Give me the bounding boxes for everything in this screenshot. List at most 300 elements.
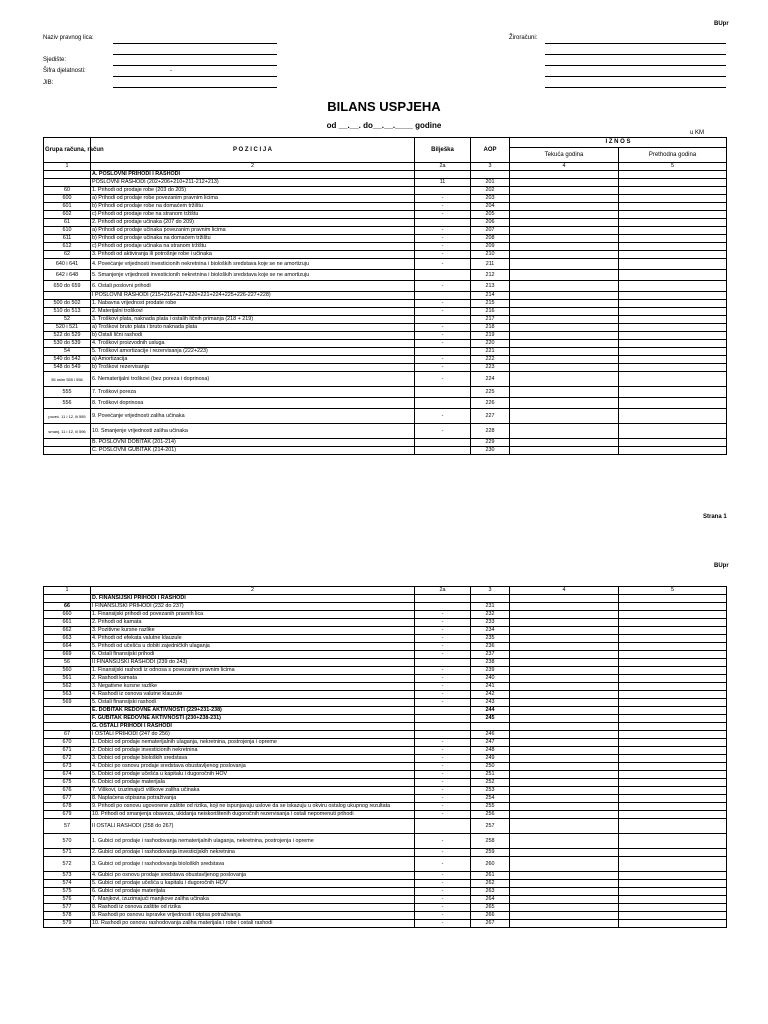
pozicija-cell: a) Amortizacija: [91, 356, 415, 364]
pozicija-cell: C. POSLOVNI GUBITAK (214-201): [91, 447, 415, 455]
sjediste-field[interactable]: [113, 65, 277, 66]
table-row: [44, 627, 727, 635]
tekuca-input[interactable]: [510, 834, 619, 849]
aop-cell: 204: [471, 203, 510, 211]
prethodna-input[interactable]: [619, 372, 727, 387]
aop-cell: 213: [471, 281, 510, 292]
table-row: [44, 300, 727, 308]
pozicija-cell: 8. Rashodi iz osnova zaštite od rizika: [91, 904, 415, 912]
biljeska-cell: -: [415, 872, 471, 880]
tekuca-input[interactable]: [510, 880, 619, 888]
ziro-field-1[interactable]: [545, 43, 726, 44]
pozicija-cell: 1. Prihodi od prodaje robe (203 do 205): [91, 187, 415, 195]
table-row: [44, 811, 727, 819]
aop-cell: 230: [471, 447, 510, 455]
table-row: [44, 787, 727, 795]
pozicija-cell: 6. Nematerijalni troškovi (bez poreza i doprinosa): [91, 372, 415, 387]
grupa-cell: 674: [44, 771, 91, 779]
biljeska-cell: -: [415, 203, 471, 211]
tekuca-input[interactable]: [510, 195, 619, 203]
prethodna-input[interactable]: [619, 387, 727, 398]
table-row: [44, 348, 727, 356]
aop-cell: 217: [471, 316, 510, 324]
prethodna-input[interactable]: [619, 834, 727, 849]
grupa-cell: 530 do 539: [44, 340, 91, 348]
prethodna-input[interactable]: [619, 880, 727, 888]
tekuca-input[interactable]: [510, 439, 619, 447]
tekuca-input[interactable]: [510, 387, 619, 398]
pozicija-cell: 6. Ostali finansijski prihodi: [91, 651, 415, 659]
prethodna-input[interactable]: [619, 270, 727, 281]
biljeska-cell: -: [415, 691, 471, 699]
biljeska-cell: -: [415, 675, 471, 683]
prethodna-input[interactable]: [619, 611, 727, 619]
prethodna-input[interactable]: [619, 439, 727, 447]
aop-cell: 249: [471, 755, 510, 763]
tekuca-input[interactable]: [510, 699, 619, 707]
prethodna-input[interactable]: [619, 324, 727, 332]
tekuca-input[interactable]: [510, 324, 619, 332]
table-row: [44, 179, 727, 187]
pozicija-cell: 1. Gubici od prodaje i rashodovanja nematerijalnih ulaganja, nekretnina, postrojenja i opreme: [91, 834, 415, 849]
tekuca-input[interactable]: [510, 281, 619, 292]
tekuca-input[interactable]: [510, 635, 619, 643]
naziv-field[interactable]: [113, 43, 277, 44]
prethodna-input[interactable]: [619, 281, 727, 292]
grupa-cell: 575: [44, 888, 91, 896]
tekuca-input[interactable]: [510, 691, 619, 699]
tekuca-input[interactable]: [510, 595, 619, 603]
prethodna-input[interactable]: [619, 888, 727, 896]
tekuca-input[interactable]: [510, 683, 619, 691]
table-row: [44, 715, 727, 723]
prethodna-input[interactable]: [619, 715, 727, 723]
pozicija-cell: b) Prihodi od prodaje robe na domaćem tržištu: [91, 203, 415, 211]
prethodna-input[interactable]: [619, 683, 727, 691]
tekuca-input[interactable]: [510, 747, 619, 755]
grupa-cell: 610: [44, 227, 91, 235]
prethodna-input[interactable]: [619, 179, 727, 187]
tekuca-input[interactable]: [510, 259, 619, 270]
biljeska-cell: -: [415, 235, 471, 243]
table-row: [44, 857, 727, 872]
aop-cell: 236: [471, 643, 510, 651]
sifra-value: -: [170, 68, 172, 74]
prethodna-input[interactable]: [619, 187, 727, 195]
tekuca-input[interactable]: [510, 409, 619, 424]
prethodna-input[interactable]: [619, 699, 727, 707]
pozicija-cell: II FINANSIJSKI RASHODI (239 do 243): [91, 659, 415, 667]
ziro-field-2[interactable]: [545, 54, 726, 55]
tekuca-input[interactable]: [510, 779, 619, 787]
tekuca-input[interactable]: [510, 219, 619, 227]
prethodna-input[interactable]: [619, 771, 727, 779]
grupa-cell: [44, 292, 91, 300]
prethodna-input[interactable]: [619, 896, 727, 904]
table-row: [44, 659, 727, 667]
col-iznos: I Z N O S: [510, 138, 727, 148]
table-row: [44, 896, 727, 904]
table-row: [44, 187, 727, 195]
grupa-cell: 611: [44, 235, 91, 243]
prethodna-input[interactable]: [619, 763, 727, 771]
tekuca-input[interactable]: [510, 651, 619, 659]
prethodna-input[interactable]: [619, 635, 727, 643]
prethodna-input[interactable]: [619, 872, 727, 880]
aop-cell: 221: [471, 348, 510, 356]
col-aop: AOP: [471, 138, 510, 163]
aop-cell: 205: [471, 211, 510, 219]
tekuca-input[interactable]: [510, 332, 619, 340]
tekuca-input[interactable]: [510, 316, 619, 324]
aop-cell: 256: [471, 811, 510, 819]
prethodna-input[interactable]: [619, 731, 727, 739]
col-pozicija: P O Z I C I J A: [91, 138, 415, 163]
pozicija-cell: 7. Troškovi poreza: [91, 387, 415, 398]
ziro-field-5[interactable]: [545, 87, 726, 88]
grupa-cell: 679: [44, 811, 91, 819]
tekuca-input[interactable]: [510, 723, 619, 731]
prethodna-input[interactable]: [619, 259, 727, 270]
form-code-page-2: BUpr: [714, 563, 729, 569]
column-number-4: 3: [471, 163, 510, 171]
grupa-cell: 548 do 549: [44, 364, 91, 372]
aop-cell: 245: [471, 715, 510, 723]
jib-field[interactable]: [113, 87, 277, 88]
prethodna-input[interactable]: [619, 747, 727, 755]
aop-cell: 267: [471, 920, 510, 928]
prethodna-input[interactable]: [619, 707, 727, 715]
grupa-cell: [44, 707, 91, 715]
pozicija-cell: 8. Naplaćena otpisana potraživanja: [91, 795, 415, 803]
prethodna-input[interactable]: [619, 920, 727, 928]
aop-cell: 218: [471, 324, 510, 332]
biljeska-cell: -: [415, 811, 471, 819]
pozicija-cell: G. OSTALI PRIHODI I RASHODI: [91, 723, 415, 731]
tekuca-input[interactable]: [510, 857, 619, 872]
prethodna-input[interactable]: [619, 348, 727, 356]
prethodna-input[interactable]: [619, 398, 727, 409]
biljeska-cell: -: [415, 340, 471, 348]
table-row: [44, 424, 727, 439]
tekuca-input[interactable]: [510, 611, 619, 619]
table-row: [44, 731, 727, 739]
pozicija-cell: 6. Dobici od prodaje materijala: [91, 779, 415, 787]
table-row: [44, 324, 727, 332]
pozicija-cell: 4. Rashodi iz osnova valutne klauzule: [91, 691, 415, 699]
tekuca-input[interactable]: [510, 771, 619, 779]
tekuca-input[interactable]: [510, 211, 619, 219]
prethodna-input[interactable]: [619, 849, 727, 857]
table-row: [44, 707, 727, 715]
grupa-cell: 520 i 521: [44, 324, 91, 332]
table-row: [44, 195, 727, 203]
prethodna-input[interactable]: [619, 651, 727, 659]
tekuca-input[interactable]: [510, 235, 619, 243]
tekuca-input[interactable]: [510, 920, 619, 928]
tekuca-input[interactable]: [510, 447, 619, 455]
prethodna-input[interactable]: [619, 755, 727, 763]
grupa-cell: 563: [44, 691, 91, 699]
table-row: [44, 635, 727, 643]
prethodna-input[interactable]: [619, 912, 727, 920]
prethodna-input[interactable]: [619, 171, 727, 179]
tekuca-input[interactable]: [510, 398, 619, 409]
aop-cell: 266: [471, 912, 510, 920]
naziv-field-2[interactable]: [113, 54, 277, 55]
prethodna-input[interactable]: [619, 356, 727, 364]
table-row: [44, 447, 727, 455]
prethodna-input[interactable]: [619, 739, 727, 747]
prethodna-input[interactable]: [619, 243, 727, 251]
tekuca-input[interactable]: [510, 227, 619, 235]
prethodna-input[interactable]: [619, 409, 727, 424]
tekuca-input[interactable]: [510, 424, 619, 439]
prethodna-input[interactable]: [619, 787, 727, 795]
pozicija-cell: D. FINANSIJSKI PRIHODI I RASHODI: [91, 595, 415, 603]
tekuca-input[interactable]: [510, 731, 619, 739]
pozicija-cell: 2. Materijalni troškovi: [91, 308, 415, 316]
biljeska-cell: -: [415, 332, 471, 340]
prethodna-input[interactable]: [619, 811, 727, 819]
biljeska-cell: -: [415, 635, 471, 643]
table-row: [44, 372, 727, 387]
aop-cell: 208: [471, 235, 510, 243]
grupa-cell: [44, 447, 91, 455]
prethodna-input[interactable]: [619, 251, 727, 259]
tekuca-input[interactable]: [510, 659, 619, 667]
grupa-cell: [44, 723, 91, 731]
biljeska-cell: -: [415, 896, 471, 904]
aop-cell: 224: [471, 372, 510, 387]
pozicija-cell: A. POSLOVNI PRIHODI I RASHODI: [91, 171, 415, 179]
prethodna-input[interactable]: [619, 292, 727, 300]
grupa-cell: 612: [44, 243, 91, 251]
tekuca-input[interactable]: [510, 888, 619, 896]
tekuca-input[interactable]: [510, 372, 619, 387]
ziro-field-3[interactable]: [545, 65, 726, 66]
tekuca-input[interactable]: [510, 243, 619, 251]
prethodna-input[interactable]: [619, 235, 727, 243]
tekuca-input[interactable]: [510, 643, 619, 651]
tekuca-input[interactable]: [510, 763, 619, 771]
tekuca-input[interactable]: [510, 872, 619, 880]
form-code: BUpr: [714, 21, 729, 27]
tekuca-input[interactable]: [510, 292, 619, 300]
tekuca-input[interactable]: [510, 715, 619, 723]
tekuca-input[interactable]: [510, 675, 619, 683]
table-row: [44, 803, 727, 811]
tekuca-input[interactable]: [510, 904, 619, 912]
tekuca-input[interactable]: [510, 896, 619, 904]
aop-cell: 237: [471, 651, 510, 659]
tekuca-input[interactable]: [510, 179, 619, 187]
pozicija-cell: 9. Rashodi po osnovu ispravke vrijednosti i otpisa potraživanja: [91, 912, 415, 920]
pozicija-cell: 10. Prihodi od smanjenja obaveza, ukidanja neiskorištenih dugoročnih rezervisanja i ostali nepomenuti prihodi: [91, 811, 415, 819]
tekuca-input[interactable]: [510, 251, 619, 259]
prethodna-input[interactable]: [619, 691, 727, 699]
prethodna-input[interactable]: [619, 332, 727, 340]
column-number-2: 2: [91, 587, 415, 595]
aop-cell: 228: [471, 424, 510, 439]
biljeska-cell: [415, 292, 471, 300]
aop-cell: 209: [471, 243, 510, 251]
prethodna-input[interactable]: [619, 779, 727, 787]
tekuca-input[interactable]: [510, 308, 619, 316]
table-row: [44, 243, 727, 251]
prethodna-input[interactable]: [619, 203, 727, 211]
prethodna-input[interactable]: [619, 595, 727, 603]
tekuca-input[interactable]: [510, 300, 619, 308]
ziro-field-4[interactable]: [545, 76, 726, 77]
prethodna-input[interactable]: [619, 819, 727, 834]
tekuca-input[interactable]: [510, 348, 619, 356]
grupa-cell: 556: [44, 398, 91, 409]
grupa-cell: 578: [44, 912, 91, 920]
tekuca-input[interactable]: [510, 811, 619, 819]
prethodna-input[interactable]: [619, 643, 727, 651]
table-row: [44, 779, 727, 787]
table-row: [44, 439, 727, 447]
pozicija-cell: 2. Prihodi od kamata: [91, 619, 415, 627]
tekuca-input[interactable]: [510, 603, 619, 611]
grupa-cell: 573: [44, 872, 91, 880]
column-number-1: 1: [44, 163, 91, 171]
tekuca-input[interactable]: [510, 340, 619, 348]
pozicija-cell: 5. Prihodi od učešća u dobiti zajedničkih ulaganja: [91, 643, 415, 651]
tekuca-input[interactable]: [510, 739, 619, 747]
prethodna-input[interactable]: [619, 211, 727, 219]
biljeska-cell: -: [415, 211, 471, 219]
prethodna-input[interactable]: [619, 803, 727, 811]
biljeska-cell: -: [415, 627, 471, 635]
prethodna-input[interactable]: [619, 627, 727, 635]
page-number: Strana 1: [703, 514, 727, 520]
aop-cell: 247: [471, 739, 510, 747]
tekuca-input[interactable]: [510, 270, 619, 281]
grupa-cell: 576: [44, 896, 91, 904]
prethodna-input[interactable]: [619, 316, 727, 324]
grupa-cell: 673: [44, 763, 91, 771]
prethodna-input[interactable]: [619, 308, 727, 316]
aop-cell: 229: [471, 439, 510, 447]
tekuca-input[interactable]: [510, 171, 619, 179]
grupa-cell: poveć. 11 i 12, ili 595: [44, 409, 91, 424]
prethodna-input[interactable]: [619, 300, 727, 308]
aop-cell: 225: [471, 387, 510, 398]
biljeska-cell: -: [415, 920, 471, 928]
grupa-cell: [44, 715, 91, 723]
tekuca-input[interactable]: [510, 364, 619, 372]
tekuca-input[interactable]: [510, 803, 619, 811]
table-row: [44, 675, 727, 683]
tekuca-input[interactable]: [510, 667, 619, 675]
table-row: [44, 364, 727, 372]
biljeska-cell: [415, 171, 471, 179]
aop-cell: 227: [471, 409, 510, 424]
table-row: [44, 340, 727, 348]
tekuca-input[interactable]: [510, 755, 619, 763]
prethodna-input[interactable]: [619, 795, 727, 803]
income-statement-table-1: [43, 137, 727, 455]
prethodna-input[interactable]: [619, 619, 727, 627]
tekuca-input[interactable]: [510, 849, 619, 857]
table-row: [44, 332, 727, 340]
prethodna-input[interactable]: [619, 723, 727, 731]
prethodna-input[interactable]: [619, 219, 727, 227]
grupa-cell: 570: [44, 834, 91, 849]
tekuca-input[interactable]: [510, 795, 619, 803]
prethodna-input[interactable]: [619, 857, 727, 872]
grupa-cell: 56: [44, 659, 91, 667]
biljeska-cell: [415, 219, 471, 227]
tekuca-input[interactable]: [510, 356, 619, 364]
tekuca-input[interactable]: [510, 787, 619, 795]
sifra-field[interactable]: [113, 76, 277, 77]
grupa-cell: [44, 595, 91, 603]
prethodna-input[interactable]: [619, 447, 727, 455]
tekuca-input[interactable]: [510, 627, 619, 635]
income-statement-table-2: [43, 586, 727, 928]
biljeska-cell: [415, 439, 471, 447]
column-number-2: 2: [91, 163, 415, 171]
table-row: [44, 872, 727, 880]
biljeska-cell: -: [415, 243, 471, 251]
tekuca-input[interactable]: [510, 203, 619, 211]
table-row: [44, 619, 727, 627]
pozicija-cell: 9. Prihodi po osnovu ugovorene zaštite od rizika, koji ne ispunjavaju uslove da se iskazuju u okviru ostalog ukupnog rezultata: [91, 803, 415, 811]
column-number-5: 4: [510, 587, 619, 595]
table-row: [44, 387, 727, 398]
tekuca-input[interactable]: [510, 619, 619, 627]
prethodna-input[interactable]: [619, 195, 727, 203]
aop-cell: 219: [471, 332, 510, 340]
table-row: [44, 292, 727, 300]
prethodna-input[interactable]: [619, 659, 727, 667]
biljeska-cell: [415, 316, 471, 324]
grupa-cell: 671: [44, 747, 91, 755]
prethodna-input[interactable]: [619, 340, 727, 348]
tekuca-input[interactable]: [510, 819, 619, 834]
prethodna-input[interactable]: [619, 904, 727, 912]
aop-cell: 211: [471, 259, 510, 270]
prethodna-input[interactable]: [619, 424, 727, 439]
tekuca-input[interactable]: [510, 187, 619, 195]
biljeska-cell: -: [415, 849, 471, 857]
tekuca-input[interactable]: [510, 912, 619, 920]
pozicija-cell: 10. Smanjenje vrijednosti zaliha učinaka: [91, 424, 415, 439]
biljeska-cell: -: [415, 364, 471, 372]
sifra-label: Šifra djelatnosti:: [43, 68, 86, 74]
prethodna-input[interactable]: [619, 364, 727, 372]
biljeska-cell: -: [415, 755, 471, 763]
biljeska-cell: -: [415, 324, 471, 332]
tekuca-input[interactable]: [510, 707, 619, 715]
prethodna-input[interactable]: [619, 667, 727, 675]
grupa-cell: 669: [44, 651, 91, 659]
prethodna-input[interactable]: [619, 227, 727, 235]
biljeska-cell: [415, 348, 471, 356]
table-row: [44, 819, 727, 834]
pozicija-cell: c) Prihodi od prodaje robe na stranom tržištu: [91, 211, 415, 219]
pozicija-cell: 2. Rashodi kamata: [91, 675, 415, 683]
prethodna-input[interactable]: [619, 675, 727, 683]
prethodna-input[interactable]: [619, 603, 727, 611]
table-row: [44, 643, 727, 651]
aop-cell: 223: [471, 364, 510, 372]
pozicija-cell: 5. Gubici od prodaje učešća u kapitalu i dugoročnih HOV: [91, 880, 415, 888]
biljeska-cell: [415, 387, 471, 398]
